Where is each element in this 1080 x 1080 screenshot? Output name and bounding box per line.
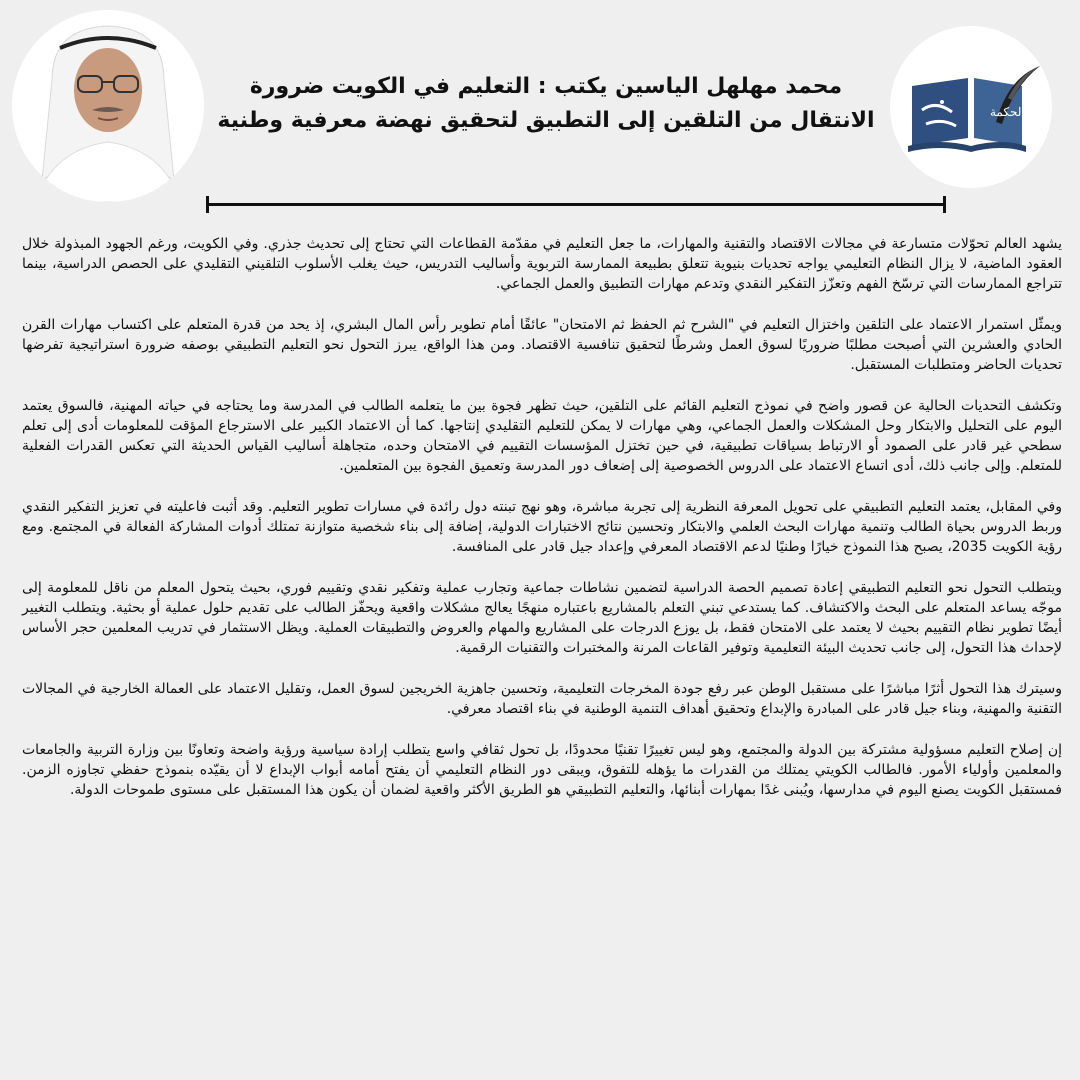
- article-paragraph: ويمثّل استمرار الاعتماد على التلقين واختزال التعليم في "الشرح ثم الحفظ ثم الامتحان" عائقًا أمام تطوير رأس المال البشري، إذ يحد من قدرة المتعلم على اكتساب مهارات القرن الحادي والعشرين التي أصبحت مطلبًا ضروريًا لسوق العمل وشرطًا لتحقيق تنافسية الاقتصاد. ومن هذا الواقع، يبرز التحول نحو التعليم التطبيقي بوصفه ضرورة استراتيجية تفرضها تحديات الحاضر ومتطلبات المستقبل.: [22, 317, 1062, 373]
- author-portrait-icon: [12, 10, 204, 202]
- header-divider: [206, 203, 946, 206]
- article-paragraph: ويتطلب التحول نحو التعليم التطبيقي إعادة تصميم الحصة الدراسية لتضمين نشاطات جماعية وتجارب عملية وتفكير نقدي وتقييم فوري، بحيث يتحول المعلم من ناقل للمعلومة إلى موجّه يساعد المتعلم على البحث والاكتشاف. كما يستدعي تبني التعلم بالمشاريع باعتباره منهجًا يعالج مشكلات واقعية ويحفّز الطالب على تقديم حلول عملية أو بحثية. ويتطلب التغيير أيضًا تطوير نظام التقييم بحيث لا يعتمد على الامتحان فقط، بل يوزع الدرجات على المشاريع والمهام والعروض والتطبيقات العملية. ويظل الاستثمار في تدريب المعلمين حجر الأساس لإحداث هذا التحول، إلى جانب تحديث البيئة التعليمية وتوفير القاعات المرنة والمختبرات والتقنيات الرقمية.: [22, 580, 1062, 656]
- article-headline: محمد مهلهل الياسين يكتب : التعليم في الكويت ضرورة الانتقال من التلقين إلى التطبيق لتحقيق نهضة معرفية وطنية: [217, 74, 875, 133]
- author-portrait-svg: [12, 10, 204, 202]
- publisher-logo: [890, 26, 1052, 188]
- article-header: [0, 0, 1080, 215]
- article-paragraph: إن إصلاح التعليم مسؤولية مشتركة بين الدولة والمجتمع، وهو ليس تغييرًا تقنيًا محدودًا، بل تحول ثقافي واسع يتطلب إرادة سياسية ورؤية واضحة وتعاونًا بين وزارة التربية والجامعات والمعلمين وأولياء الأمور. فالطالب الكويتي يمتلك من القدرات ما يؤهله للتفوق، ويبقى دور النظام التعليمي أن يفتح أمامه أبواب الإبداع لا أن يقيّده بنموذج حفظي تجاوزه الزمن. فمستقبل الكويت يصنع اليوم في مدارسها، ويُبنى غدًا بمهارات أبنائها، والتعليم التطبيقي هو الطريق الأكثر واقعية لضمان أن يكون هذا المستقبل على مستوى طموحات الدولة.: [22, 742, 1062, 798]
- article-paragraph: وسيترك هذا التحول أثرًا مباشرًا على مستقبل الوطن عبر رفع جودة المخرجات التعليمية، وتحسين جاهزية الخريجين لسوق العمل، وتقليل الاعتماد على العمالة الخارجية في المجالات التقنية والمهنية، وبناء جيل قادر على المبادرة والإبداع وتحقيق أهداف التنمية الوطنية في بناء اقتصاد معرفي.: [22, 681, 1062, 717]
- article-paragraph: وفي المقابل، يعتمد التعليم التطبيقي على تحويل المعرفة النظرية إلى تجربة مباشرة، وهو نهج تبنته دول رائدة في مسارات تطوير التعليم. وقد أثبت فاعليته في تعزيز التفكير النقدي وربط الدروس بحياة الطالب وتنمية مهارات البحث العلمي والابتكار وتحسين نتائج الاختبارات الدولية، إضافة إلى بناء شخصية متوازنة تمتلك أدوات المشاركة الفعالة في المجتمع. ومع رؤية الكويت 2035، يصبح هذا النموذج خيارًا وطنيًا لدعم الاقتصاد المعرفي وإعداد جيل قادر على المنافسة.: [22, 499, 1062, 555]
- divider-cap-left: [206, 196, 209, 213]
- logo-text: دار الحكمة: [990, 105, 1044, 119]
- article-paragraph: وتكشف التحديات الحالية عن قصور واضح في نموذج التعليم القائم على التلقين، حيث تظهر فجوة بين ما يتعلمه الطالب في المدرسة وما يحتاجه في حياته المهنية، فالسوق يعتمد اليوم على التحليل والابتكار وحل المشكلات والعمل الجماعي، وهي مهارات لا يمكن للتعليم التقليدي إنتاجها. كما أن الاعتماد الكبير على الاسترجاع المؤقت للمعلومات أدى إلى تعلم سطحي غير قادر على الصمود أو الارتباط بسياقات تطبيقية، في حين تختزل المؤسسات التقييم في الامتحان وحده، متجاهلة أساليب القياس الحديثة التي تعكس القدرات الفعلية للمتعلم. وإلى جانب ذلك، أدى اتساع الاعتماد على الدروس الخصوصية إلى إضعاف دور المدرسة وتعميق الفجوة بين المتعلمين.: [22, 398, 1062, 474]
- open-book-quill-icon: [890, 26, 1052, 188]
- divider-cap-right: [943, 196, 946, 213]
- article-paragraph: يشهد العالم تحوّلات متسارعة في مجالات الاقتصاد والتقنية والمهارات، ما جعل التعليم في مقدّمة القطاعات التي تحتاج إلى تحديث جذري. وفي الكويت، ورغم الجهود المبذولة خلال العقود الماضية، لا يزال النظام التعليمي يواجه تحديات بنيوية تتعلق بطبيعة الممارسة التربوية وأساليب التدريس، حيث يغلب الأسلوب التلقيني التقليدي على الحصص الدراسية، بينما تتراجع الممارسات التي ترسّخ الفهم وتعزّز التفكير النقدي وتدعم مهارات التطبيق والعمل الجماعي.: [22, 236, 1062, 292]
- article-body: [22, 234, 1062, 821]
